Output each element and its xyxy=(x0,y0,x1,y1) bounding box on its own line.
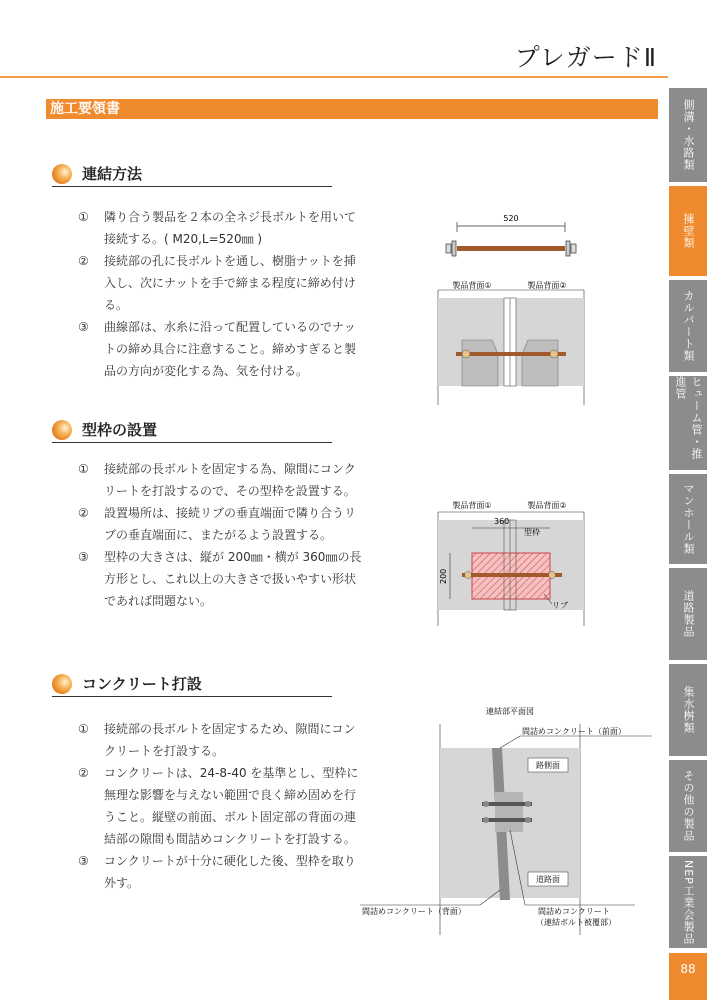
list-item: ① 接続部の長ボルトを固定するため、隙間にコンクリートを打設する。 xyxy=(78,722,356,758)
section-heading-2: 型枠の設置 xyxy=(52,418,332,443)
list-item: ② 設置場所は、接続リブの垂直端面で隣り合うリブの垂直端面に、またがるよう設置する。 xyxy=(78,506,357,542)
banner-label: 施工要領書 xyxy=(50,101,120,117)
bullet-circle-icon xyxy=(52,674,72,694)
sidebar-tab-culvert[interactable]: カルバート類 xyxy=(669,280,707,372)
section-3-list xyxy=(78,718,363,894)
road-face-label: 道路面 xyxy=(536,875,560,884)
product-back-1-label: 製品背面① xyxy=(452,501,492,510)
section-heading-3: コンクリート打設 xyxy=(52,672,332,697)
sidebar-tab-hume-pipe[interactable]: ヒューム管・推進管 xyxy=(669,376,707,470)
list-item: ② コンクリートは、24-8-40 を基準とし、型枠に無理な影響を与えない範囲で良く締め固めを行うこと。縦壁の前面、ボルト固定部の背面の連結部の隙間も間詰めコンクリートを打設する。 xyxy=(78,766,359,846)
section-2-list xyxy=(78,458,363,612)
bullet-circle-icon xyxy=(52,420,72,440)
joint-plan-diagram xyxy=(350,700,660,935)
back-concrete-label: 間詰めコンクリート（背面） xyxy=(362,907,466,916)
list-item: ① 隣り合う製品を２本の全ネジ長ボルトを用いて接続する。( M20,L=520㎜ ) xyxy=(78,210,357,246)
rib-label: リブ xyxy=(552,601,568,610)
header-rule xyxy=(0,76,668,78)
sidebar-tab-gutter[interactable]: 側溝・水路類 xyxy=(669,88,707,182)
width-dimension-label: 360 xyxy=(494,517,510,526)
sidebar-tab-catch-basin[interactable]: 集水桝類 xyxy=(669,664,707,756)
page-number: 88 xyxy=(669,953,707,1000)
product-back-2-label: 製品背面② xyxy=(527,281,567,290)
bolt-connection-diagram xyxy=(432,210,590,405)
bolt-cover-label-2: （連結ボルト被覆部） xyxy=(536,918,616,927)
product-back-2-label: 製品背面② xyxy=(527,501,567,510)
sidebar-tab-retaining-wall[interactable]: 擁壁類 xyxy=(669,186,707,276)
list-item: ③ 型枠の大きさは、縦が 200㎜・横が 360㎜の長方形とし、これ以上の大きさで扱いやすい形状であれば問題ない。 xyxy=(78,550,362,608)
page-title: プレガードⅡ xyxy=(514,43,657,72)
list-item: ③ 曲線部は、水糸に沿って配置しているのでナットの締め具合に注意すること。締めすぎると製品の方向が変化する為、気を付ける。 xyxy=(78,320,357,378)
height-dimension-label: 200 xyxy=(439,568,448,584)
frame-label: 型枠 xyxy=(524,528,540,537)
section-banner xyxy=(46,99,658,119)
bolt-cover-label-1: 間詰めコンクリート xyxy=(538,907,610,916)
front-concrete-label: 間詰めコンクリート（前面） xyxy=(522,727,626,736)
list-item: ② 接続部の孔に長ボルトを通し、樹脂ナットを挿入し、次にナットを手で締まる程度に締め付ける。 xyxy=(78,254,356,312)
sidebar-tab-manhole[interactable]: マンホール類 xyxy=(669,474,707,564)
bolt-length-label: 520 xyxy=(503,214,519,223)
plan-title: 連結部平面図 xyxy=(486,707,534,716)
section-heading-1: 連結方法 xyxy=(52,162,332,187)
road-side-label: 路側面 xyxy=(536,761,560,770)
sidebar-tab-other-products[interactable]: その他の製品 xyxy=(669,760,707,852)
list-item: ③ コンクリートが十分に硬化した後、型枠を取り外す。 xyxy=(78,854,356,890)
list-item: ① 接続部の長ボルトを固定する為、隙間にコンクリートを打設するので、その型枠を設置する。 xyxy=(78,462,356,498)
sidebar-tab-nep-products[interactable]: NEP工業会製品 xyxy=(669,856,707,948)
bullet-circle-icon xyxy=(52,164,72,184)
formwork-diagram xyxy=(432,498,590,626)
sidebar-tab-road-products[interactable]: 道路製品 xyxy=(669,568,707,660)
section-1-list xyxy=(78,206,363,382)
product-back-1-label: 製品背面① xyxy=(452,281,492,290)
